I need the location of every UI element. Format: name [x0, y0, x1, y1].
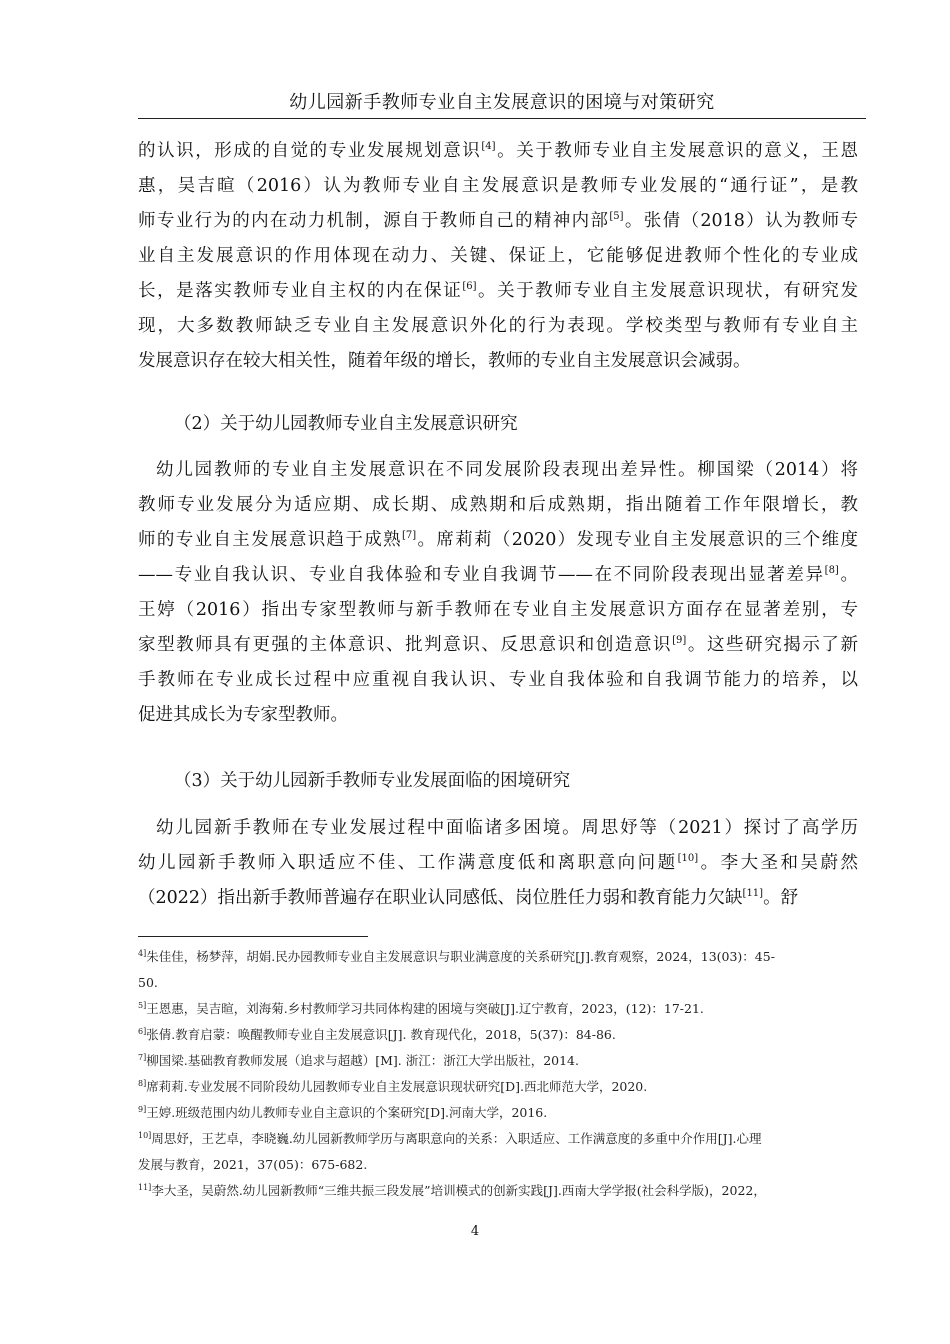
text-run: 师的专业自主发展意识趋于成熟 — [138, 530, 402, 550]
citation-ref: [9] — [672, 635, 687, 646]
paragraph-1 — [138, 134, 858, 379]
text-run: 。舒 — [763, 888, 799, 908]
citation-ref: [8] — [824, 565, 839, 576]
footnote-line — [138, 996, 856, 1022]
text-run: 。张倩（2018）认为教师专 — [623, 211, 858, 231]
text-run: 。席莉莉（2020）发现专业自主发展意识的三个维度 — [416, 530, 858, 550]
text-run: 幼儿园教师的专业自主发展意识在不同发展阶段表现出差异性。柳国梁（2014）将 — [156, 460, 858, 480]
text-line — [138, 663, 858, 698]
text-run: 。关于教师专业自主发展意识现状，有研究发 — [476, 281, 858, 301]
footnote — [138, 1126, 856, 1178]
text-line — [138, 764, 858, 799]
text-run: 。李大圣和吴蔚然 — [698, 853, 858, 873]
text-run: 。关于教师专业自主发展意识的意义，王恩 — [495, 141, 858, 161]
text-run: 王婷（2016）指出专家型教师与新手教师在专业自主发展意识方面存在显著差别，专 — [138, 600, 858, 620]
citation-ref: [4] — [481, 141, 496, 152]
text-line — [138, 344, 858, 379]
text-run: 手教师在专业成长过程中应重视自我认识、专业自我体验和自我调节能力的培养，以 — [138, 670, 858, 690]
running-header: 幼儿园新手教师专业自主发展意识的困境与对策研究 — [138, 88, 866, 119]
text-run: 的认识，形成的自觉的专业发展规划意识 — [138, 141, 482, 161]
page-number: 4 — [470, 1224, 480, 1239]
footnote-text: 席莉莉.专业发展不同阶段幼儿园教师专业自主发展意识现状研究[D].西北师范大学，2020. — [146, 1079, 648, 1094]
footnote-mark: 6] — [138, 1027, 147, 1036]
footnote-line — [138, 1022, 856, 1048]
text-run: 幼儿园新手教师入职适应不佳、工作满意度低和离职意向问题 — [138, 853, 678, 873]
footnote — [138, 1178, 856, 1204]
footnote-text: 50. — [138, 975, 158, 990]
text-run: 发展意识存在较大相关性，随着年级的增长，教师的专业自主发展意识会减弱。 — [138, 351, 751, 371]
footnote-mark: 7] — [138, 1053, 147, 1062]
footnote-line — [138, 1126, 856, 1152]
footnote — [138, 944, 856, 996]
footnote — [138, 1022, 856, 1048]
text-line — [138, 239, 858, 274]
text-run: （3）关于幼儿园新手教师专业发展面临的困境研究 — [174, 771, 571, 791]
paragraph-3 — [138, 811, 858, 916]
text-run: 。 — [838, 565, 858, 585]
text-line — [138, 881, 858, 916]
text-line — [138, 453, 858, 488]
text-run: 现，大多数教师缺乏专业自主发展意识外化的行为表现。学校类型与教师有专业自主 — [138, 316, 858, 336]
text-line — [138, 846, 858, 881]
citation-ref: [10] — [677, 853, 699, 864]
text-run: ——专业自我认识、专业自我体验和专业自我调节——在不同阶段表现出显著差异 — [138, 565, 825, 585]
text-run: 家型教师具有更强的主体意识、批判意识、反思意识和创造意识 — [138, 635, 673, 655]
footnote-line — [138, 1048, 856, 1074]
text-run: 。这些研究揭示了新 — [686, 635, 858, 655]
citation-ref: [6] — [462, 281, 477, 292]
footnote-text: 朱佳佳，杨梦萍，胡娟.民办园教师专业自主发展意识与职业满意度的关系研究[J].教育观察，2024，13(03)：45- — [146, 949, 775, 964]
text-run: （2022）指出新手教师普遍存在职业认同感低、岗位胜任力弱和教育能力欠缺 — [138, 888, 743, 908]
text-run: 教师专业发展分为适应期、成长期、成熟期和后成熟期，指出随着工作年限增长，教 — [138, 495, 858, 515]
text-run: 惠，吴吉暄（2016）认为教师专业自主发展意识是教师专业发展的“通行证”，是教 — [138, 176, 858, 196]
footnote-mark: 10] — [138, 1131, 152, 1140]
footnote-mark: 8] — [138, 1079, 147, 1088]
text-line — [138, 407, 858, 442]
footnote-text: 发展与教育，2021，37(05)：675-682. — [138, 1157, 368, 1172]
footnote-line — [138, 970, 856, 996]
text-run: 长，是落实教师专业自主权的内在保证 — [138, 281, 463, 301]
text-line — [138, 558, 858, 593]
text-line — [138, 523, 858, 558]
footnote-separator — [138, 936, 368, 937]
footnote-line — [138, 1152, 856, 1178]
paragraph-2 — [138, 453, 858, 733]
footnote-text: 王恩惠，吴吉暄，刘海菊.乡村教师学习共同体构建的困境与突破[J].辽宁教育，2023，(12)：17-21. — [146, 1001, 704, 1016]
text-line — [138, 134, 858, 169]
section-heading-2 — [138, 407, 858, 442]
text-line — [138, 811, 858, 846]
footnote-mark: 4] — [138, 949, 147, 958]
text-run: 幼儿园新手教师在专业发展过程中面临诸多困境。周思妤等（2021）探讨了高学历 — [156, 818, 858, 838]
footnote-text: 柳国梁.基础教育教师发展（追求与超越）[M]. 浙江：浙江大学出版社，2014. — [146, 1053, 579, 1068]
footnote — [138, 1100, 856, 1126]
text-line — [138, 488, 858, 523]
footnote — [138, 1074, 856, 1100]
footnote-line — [138, 944, 856, 970]
text-line — [138, 628, 858, 663]
footnote-text: 王婷.班级范围内幼儿教师专业自主意识的个案研究[D].河南大学，2016. — [146, 1105, 548, 1120]
text-line — [138, 274, 858, 309]
footnote-mark: 9] — [138, 1105, 147, 1114]
footnote-text: 张倩.教育启蒙：唤醒教师专业自主发展意识[J]. 教育现代化，2018，5(37)：84-86. — [146, 1027, 616, 1042]
footnote-mark: 11] — [138, 1183, 152, 1192]
text-line — [138, 698, 858, 733]
footnote-line — [138, 1074, 856, 1100]
text-line — [138, 169, 858, 204]
citation-ref: [11] — [742, 888, 764, 899]
footnote — [138, 996, 856, 1022]
text-line — [138, 204, 858, 239]
text-line — [138, 593, 858, 628]
text-run: 促进其成长为专家型教师。 — [138, 705, 348, 725]
footnote-mark: 5] — [138, 1001, 147, 1010]
text-line — [138, 309, 858, 344]
footnote — [138, 1048, 856, 1074]
section-heading-3 — [138, 764, 858, 799]
footnote-text: 周思妤，王艺卓，李晓巍.幼儿园新教师学历与离职意向的关系：入职适应、工作满意度的多重中介作用[J].心理 — [151, 1131, 762, 1146]
footnote-line — [138, 1100, 856, 1126]
footnote-line — [138, 1178, 856, 1204]
footnotes — [138, 944, 856, 1204]
text-run: 业自主发展意识的作用体现在动力、关键、保证上，它能够促进教师个性化的专业成 — [138, 246, 858, 266]
citation-ref: [7] — [401, 530, 417, 541]
citation-ref: [5] — [609, 211, 624, 222]
text-run: （2）关于幼儿园教师专业自主发展意识研究 — [174, 414, 518, 434]
footnote-text: 李大圣，吴蔚然.幼儿园新教师“三维共振三段发展”培训模式的创新实践[J].西南大学学报(社会科学版)，2022， — [151, 1183, 766, 1198]
text-run: 师专业行为的内在动力机制，源自于教师自己的精神内部 — [138, 211, 610, 231]
